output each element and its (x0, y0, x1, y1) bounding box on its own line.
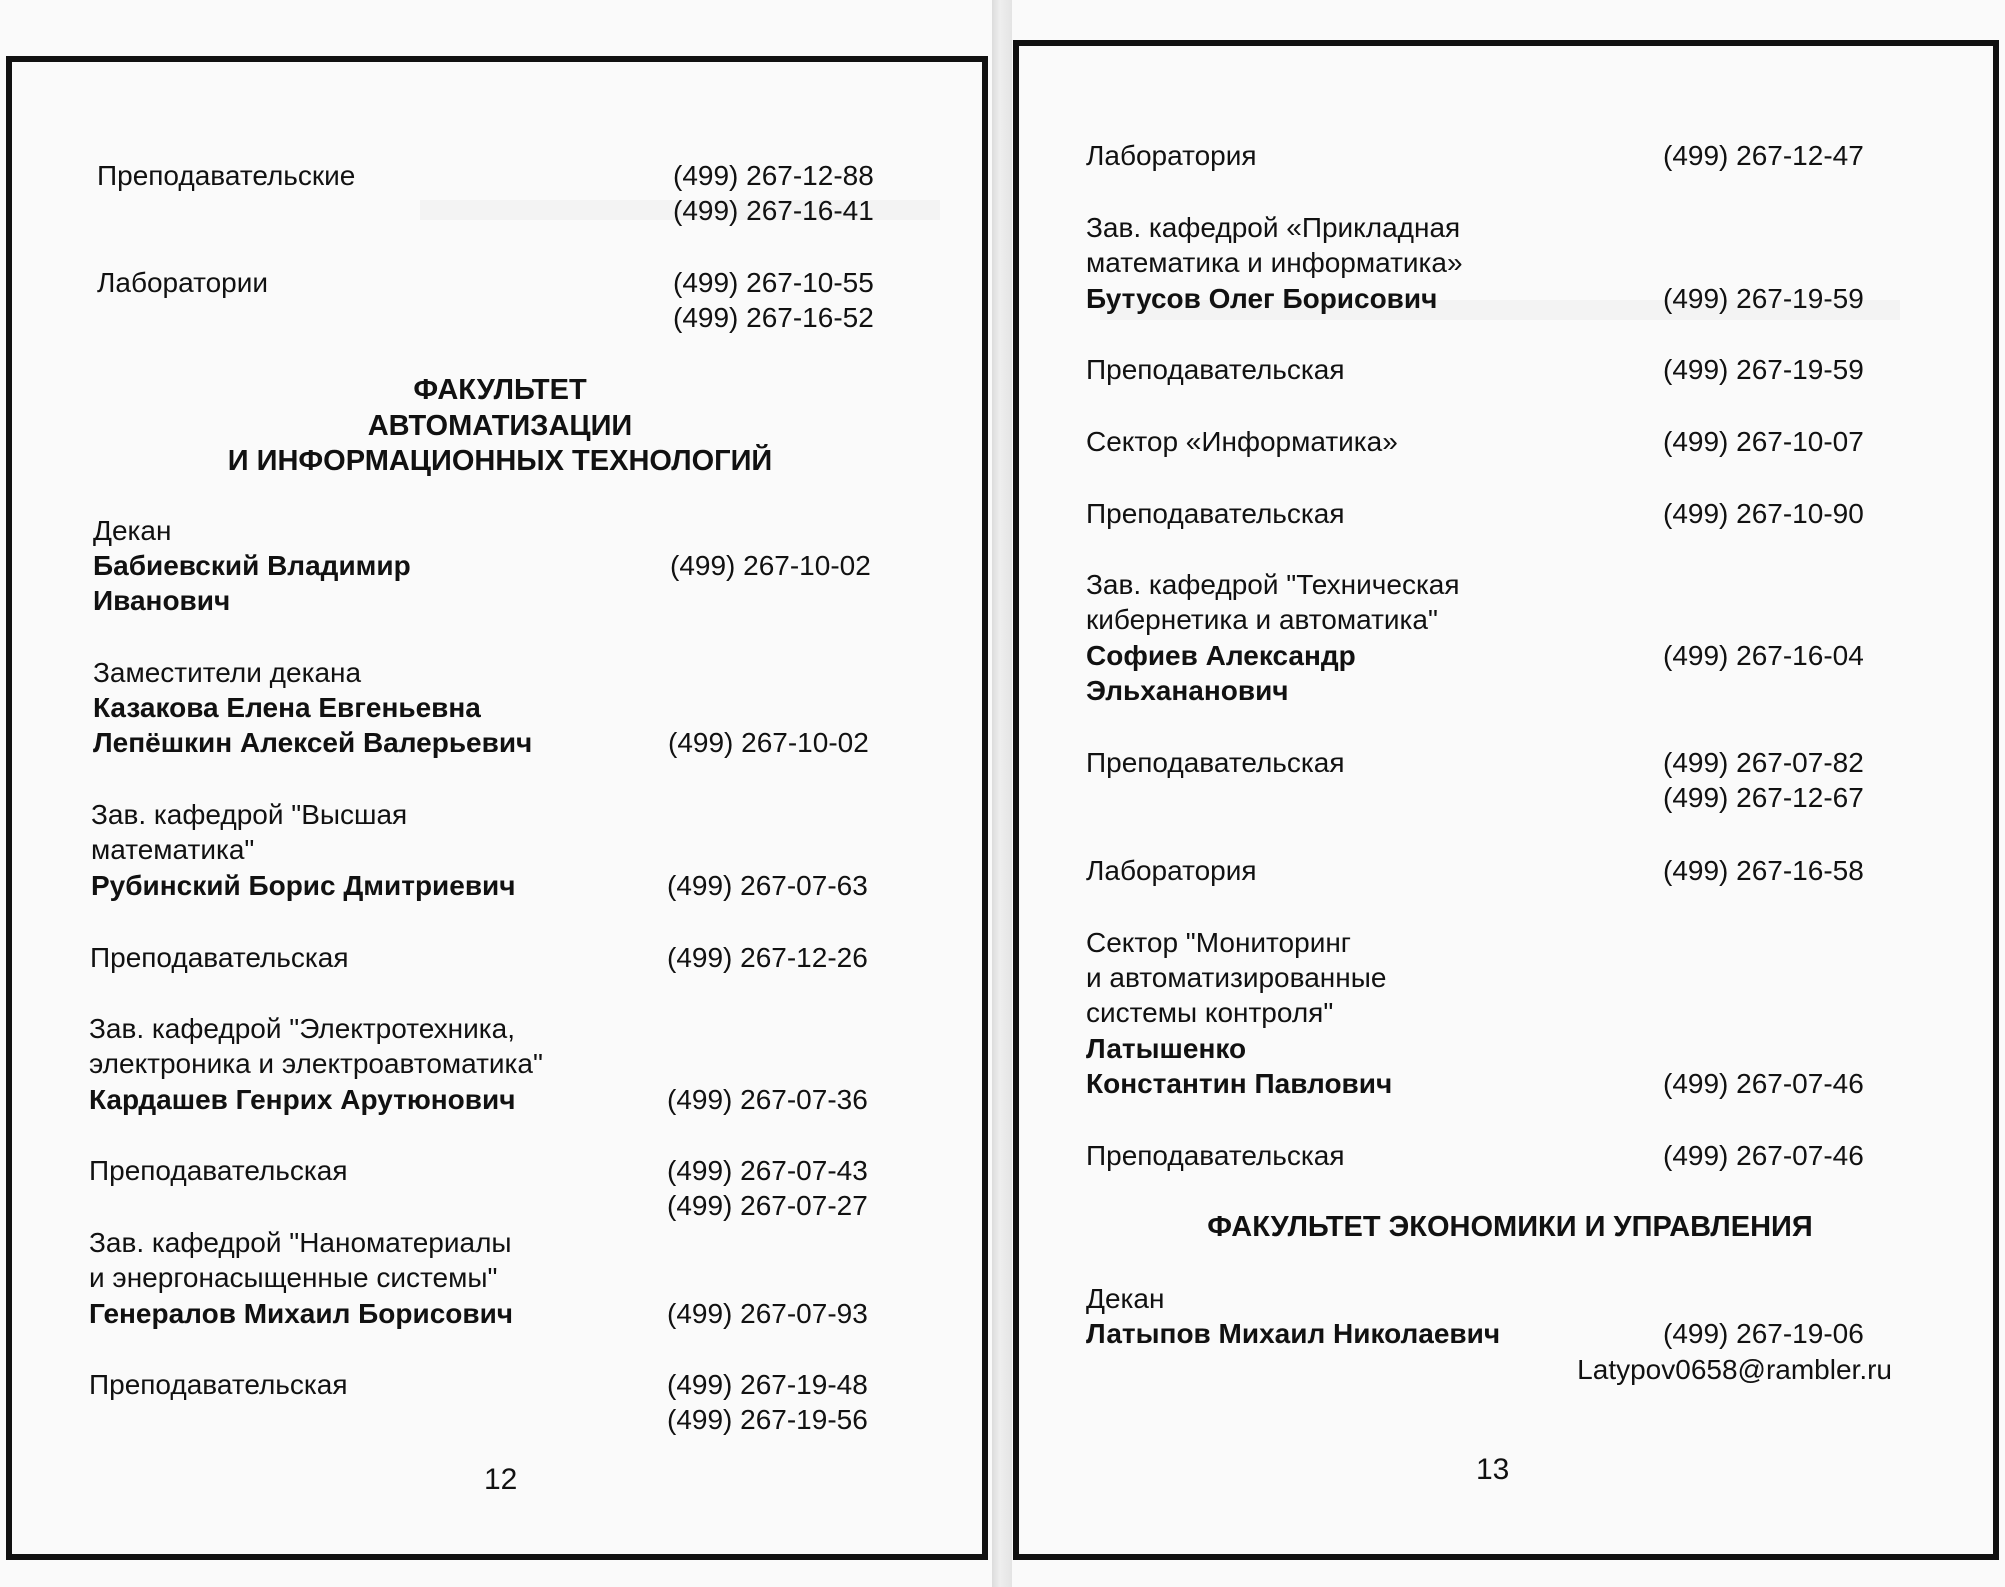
entry-label: Лаборатории (97, 267, 269, 298)
deputies-role: Заместители декана (93, 657, 362, 688)
faculty-title: ФАКУЛЬТЕТ ЭКОНОМИКИ И УПРАВЛЕНИЯ (1207, 1211, 1813, 1243)
phone-number: (499) 267-07-93 (667, 1298, 868, 1329)
page-number: 13 (1476, 1453, 1510, 1486)
phone-number: (499) 267-07-43 (667, 1155, 868, 1186)
dept-title: электроника и электроавтоматика" (89, 1048, 543, 1079)
dean-name: Иванович (93, 585, 231, 616)
phone-number: (499) 267-19-56 (667, 1404, 868, 1435)
phone-number: (499) 267-19-59 (1663, 354, 1864, 385)
sector-title: системы контроля" (1086, 997, 1334, 1028)
phone-number: (499) 267-19-59 (1663, 283, 1864, 314)
phone-number: (499) 267-10-02 (670, 550, 871, 581)
dept-title: и энергонасыщенные системы" (89, 1262, 498, 1293)
dept-title: кибернетика и автоматика" (1086, 604, 1438, 635)
faculty-title: ФАКУЛЬТЕТ (413, 374, 587, 406)
entry-label: Преподавательская (1086, 1140, 1345, 1171)
phone-number: (499) 267-07-63 (667, 870, 868, 901)
deputy-name: Казакова Елена Евгеньевна (93, 692, 481, 723)
dean-role: Декан (1086, 1283, 1165, 1314)
faculty-title: АВТОМАТИЗАЦИИ (367, 410, 633, 442)
phone-number: (499) 267-19-06 (1663, 1318, 1864, 1349)
entry-label: Преподавательская (1086, 354, 1345, 385)
entry-label: Преподавательская (90, 942, 349, 973)
deputy-name: Лепёшкин Алексей Валерьевич (93, 727, 533, 758)
phone-number: (499) 267-07-27 (667, 1190, 868, 1221)
phone-number: (499) 267-07-82 (1663, 747, 1864, 778)
phone-number: (499) 267-16-52 (673, 302, 874, 333)
entry-label: Преподавательская (1086, 747, 1345, 778)
head-name: Константин Павлович (1086, 1068, 1393, 1099)
book-gutter (992, 0, 1012, 1587)
phone-number: (499) 267-12-26 (667, 942, 868, 973)
phone-number: (499) 267-12-47 (1663, 140, 1864, 171)
faculty-title: И ИНФОРМАЦИОННЫХ ТЕХНОЛОГИЙ (227, 445, 773, 477)
phone-number: (499) 267-07-36 (667, 1084, 868, 1115)
dean-email[interactable]: Latypov0658@rambler.ru (1577, 1354, 1892, 1385)
entry-label: Преподавательская (89, 1369, 348, 1400)
phone-number: (499) 267-16-58 (1663, 855, 1864, 886)
phone-number: (499) 267-10-07 (1663, 426, 1864, 457)
dept-title: Зав. кафедрой "Высшая (91, 799, 408, 830)
page-number: 12 (484, 1463, 518, 1496)
entry-label: Лаборатория (1086, 140, 1257, 171)
dept-title: Зав. кафедрой «Прикладная (1086, 212, 1461, 243)
head-name: Генералов Михаил Борисович (89, 1298, 514, 1329)
dean-name: Латыпов Михаил Николаевич (1086, 1318, 1501, 1349)
dean-role: Декан (93, 515, 172, 546)
phone-number: (499) 267-19-48 (667, 1369, 868, 1400)
sector-label: Сектор «Информатика» (1086, 426, 1398, 457)
dept-title: Зав. кафедрой "Техническая (1086, 569, 1460, 600)
sector-title: и автоматизированные (1086, 962, 1387, 993)
dept-title: Зав. кафедрой "Электротехника, (89, 1013, 516, 1044)
head-name: Кардашев Генрих Арутюнович (89, 1084, 516, 1115)
dept-title: математика и информатика» (1086, 247, 1463, 278)
head-name: Софиев Александр (1086, 640, 1356, 671)
phone-number: (499) 267-10-02 (668, 727, 869, 758)
phone-number: (499) 267-16-04 (1663, 640, 1864, 671)
phone-number: (499) 267-07-46 (1663, 1140, 1864, 1171)
head-name: Бутусов Олег Борисович (1086, 283, 1438, 314)
entry-label: Преподавательские (97, 160, 356, 191)
entry-label: Лаборатория (1086, 855, 1257, 886)
head-name: Латышенко (1086, 1033, 1247, 1064)
phone-number: (499) 267-07-46 (1663, 1068, 1864, 1099)
entry-label: Преподавательская (1086, 498, 1345, 529)
phone-number: (499) 267-16-41 (673, 195, 874, 226)
sector-title: Сектор "Мониторинг (1086, 927, 1352, 958)
head-name: Эльхананович (1086, 675, 1289, 706)
phone-number: (499) 267-10-55 (673, 267, 874, 298)
entry-label: Преподавательская (89, 1155, 348, 1186)
head-name: Рубинский Борис Дмитриевич (91, 870, 516, 901)
dept-title: математика" (91, 834, 255, 865)
phone-number: (499) 267-12-88 (673, 160, 874, 191)
dean-name: Бабиевский Владимир (93, 550, 411, 581)
phone-number: (499) 267-10-90 (1663, 498, 1864, 529)
phone-number: (499) 267-12-67 (1663, 782, 1864, 813)
dept-title: Зав. кафедрой "Наноматериалы (89, 1227, 512, 1258)
